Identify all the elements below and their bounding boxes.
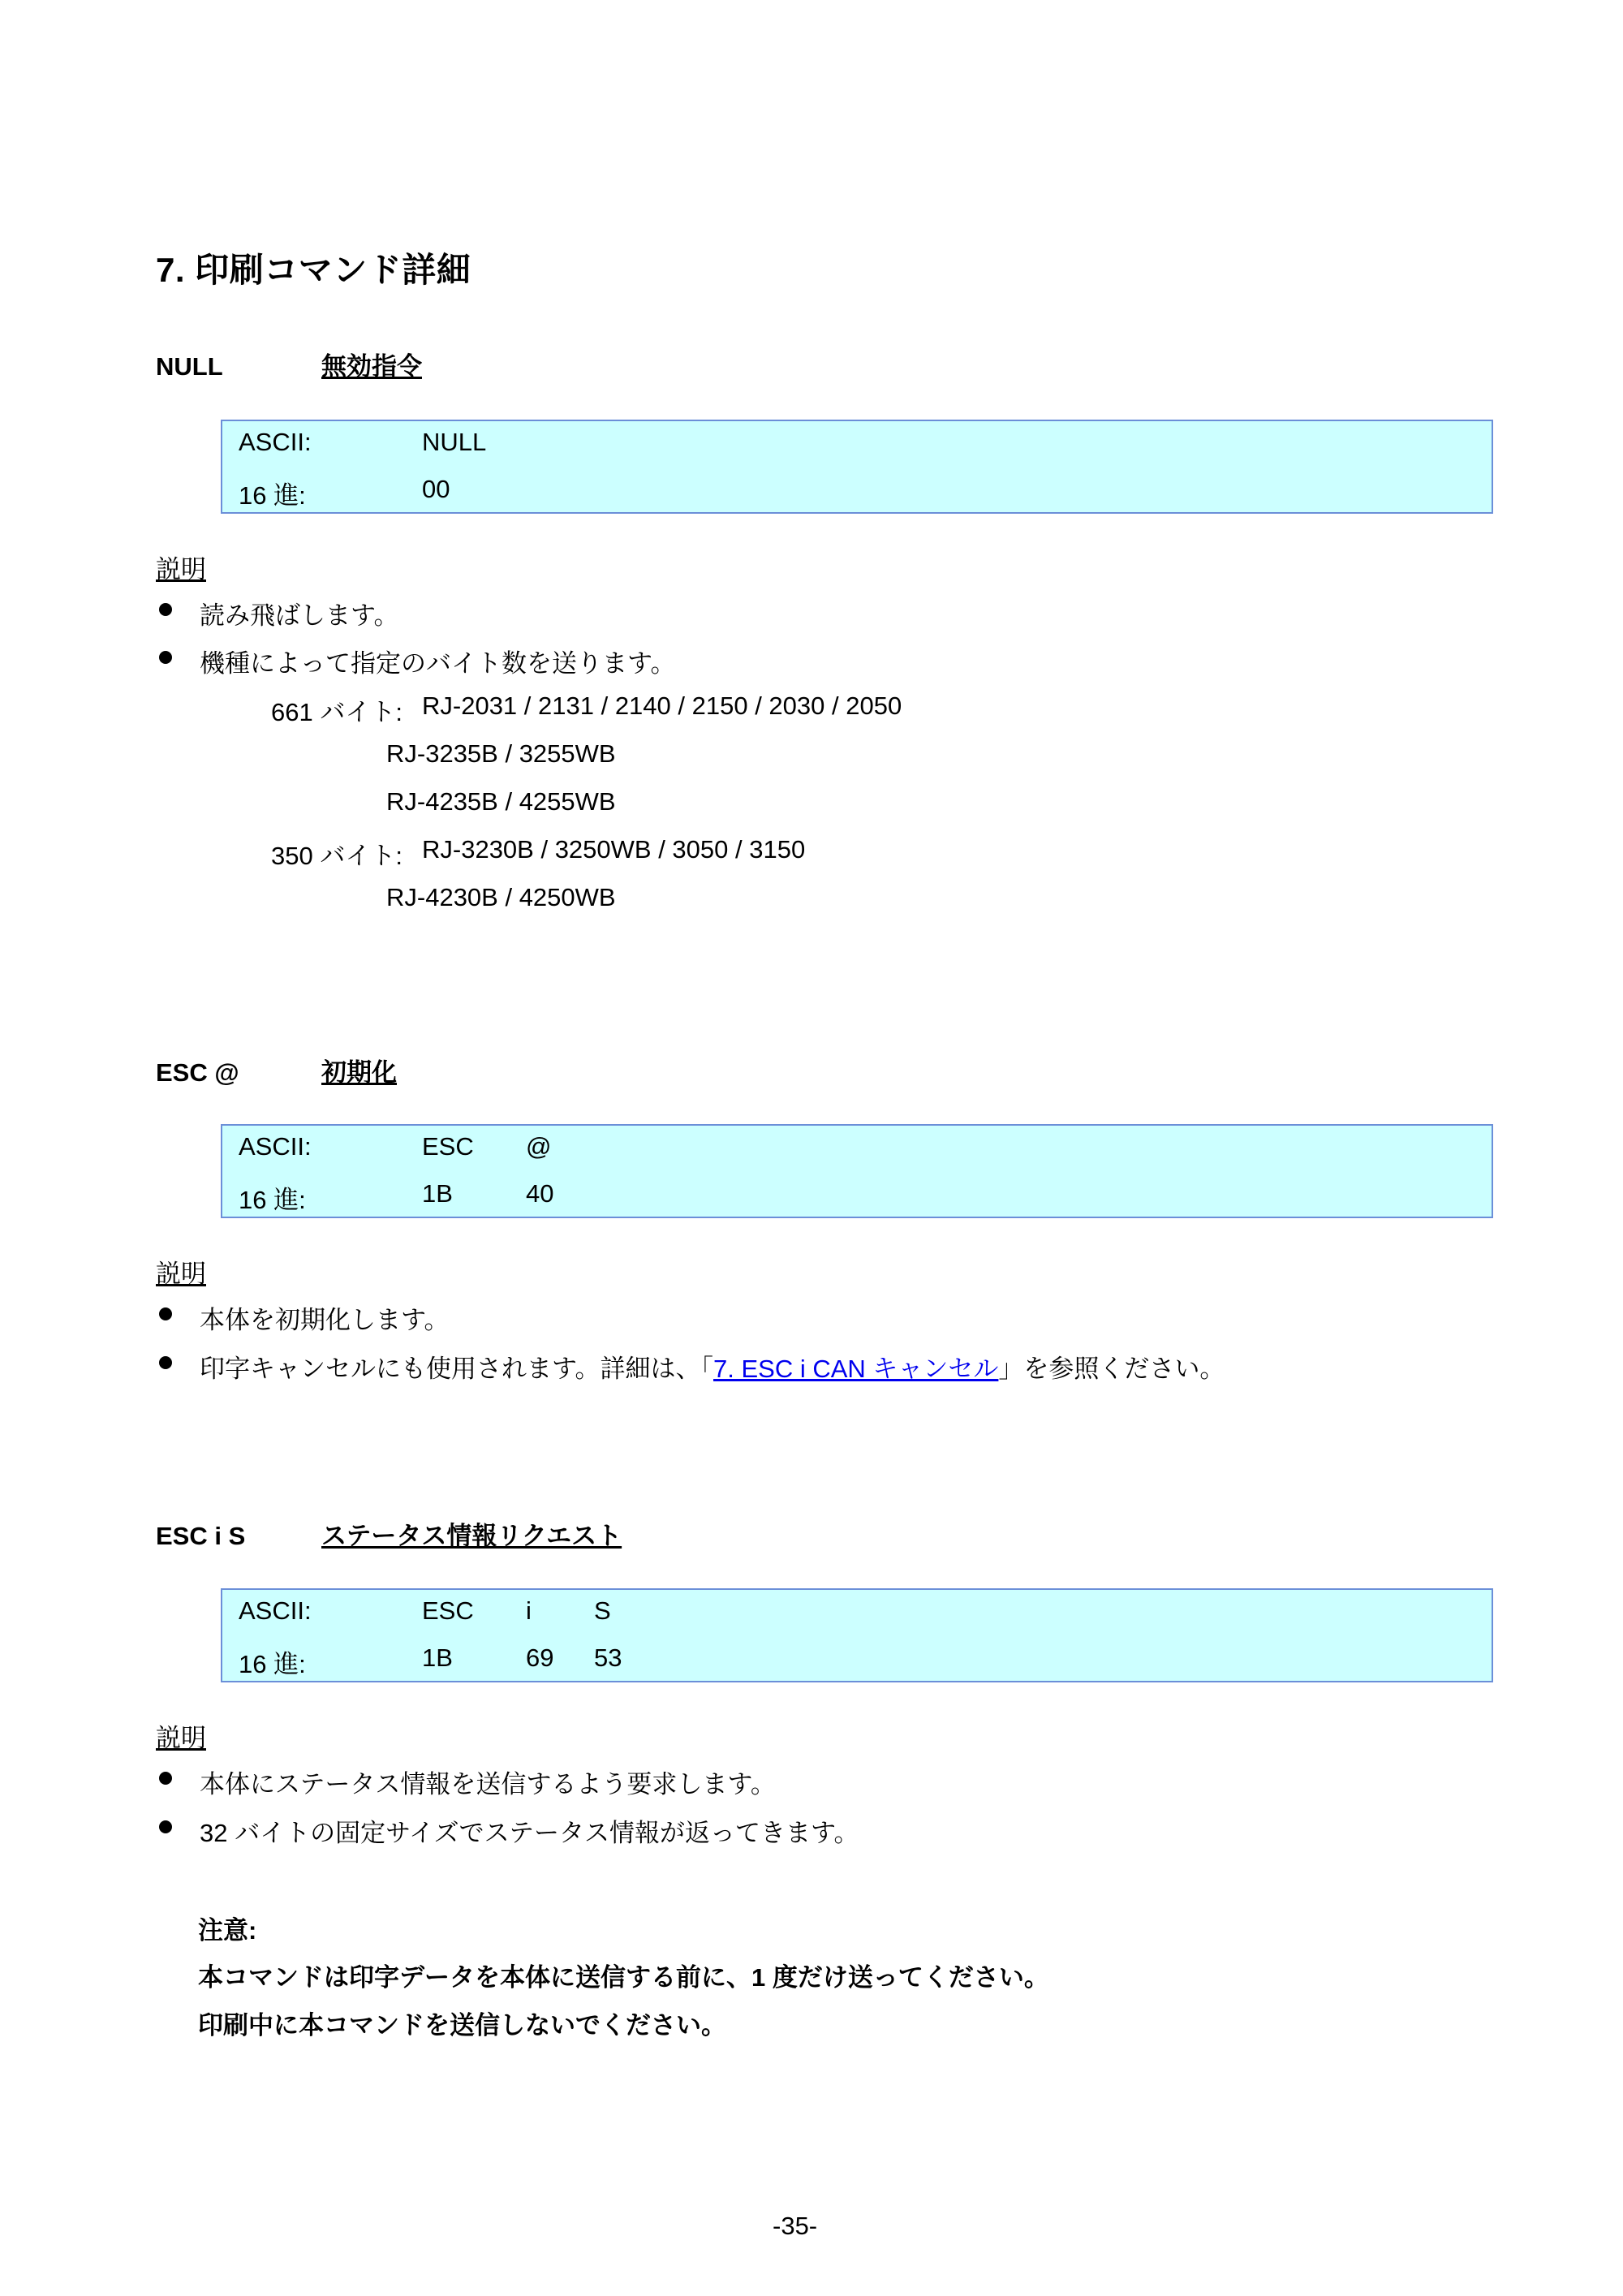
hex-value: 40 [526, 1179, 554, 1208]
model-list: RJ-2031 / 2131 / 2140 / 2150 / 2030 / 2050 [422, 691, 902, 720]
ascii-value: @ [526, 1132, 552, 1161]
bullet-icon [159, 603, 172, 616]
ascii-value: ESC [422, 1132, 474, 1161]
model-list: RJ-4235B / 4255WB [386, 787, 616, 816]
page-title: 7. 印刷コマンド詳細 [156, 251, 471, 289]
command-heading-null [156, 346, 422, 382]
command-table-esc-at [221, 1124, 1493, 1218]
model-bytes: 661 バイト: [271, 698, 403, 726]
bullet-icon [159, 1307, 172, 1320]
ascii-label: ASCII: [239, 1596, 312, 1625]
bullet-icon [159, 651, 172, 664]
hex-value: 1B [422, 1179, 453, 1208]
ascii-label: ASCII: [239, 1132, 312, 1161]
command-code: ESC @ [156, 1058, 239, 1087]
hex-value: 69 [526, 1643, 554, 1672]
hex-label: 16 進: [239, 1650, 306, 1678]
ascii-label: ASCII: [239, 428, 312, 456]
hex-value: 00 [422, 475, 450, 503]
ascii-value: S [594, 1596, 611, 1625]
description-label: 説明 [156, 555, 206, 584]
command-name: 無効指令 [321, 352, 422, 381]
command-code: ESC i S [156, 1522, 246, 1550]
hex-label: 16 進: [239, 481, 306, 510]
ascii-value: ESC [422, 1596, 474, 1625]
note-title: 注意: [198, 1916, 257, 1945]
hex-label: 16 進: [239, 1186, 306, 1214]
command-name: 初期化 [321, 1058, 397, 1087]
command-table-esc-i-s [221, 1588, 1493, 1682]
link-esc-i-can-cancel[interactable]: 7. ESC i CAN キャンセル [713, 1355, 999, 1383]
command-heading-esc-at [156, 1052, 397, 1088]
bullet-icon [159, 1772, 172, 1785]
model-list: RJ-3235B / 3255WB [386, 739, 616, 768]
bullet-icon [159, 1356, 172, 1369]
model-list: RJ-3230B / 3250WB / 3050 / 3150 [422, 835, 806, 864]
page-number: -35- [773, 2212, 818, 2240]
command-name: ステータス情報リクエスト [321, 1522, 622, 1550]
bullet-icon [159, 1820, 172, 1833]
hex-value: 53 [594, 1643, 622, 1672]
description-label: 説明 [156, 1260, 206, 1288]
ascii-value: NULL [422, 428, 487, 456]
model-list: RJ-4230B / 4250WB [386, 883, 616, 911]
command-code: NULL [156, 352, 223, 381]
command-heading-esc-i-s [156, 1515, 622, 1552]
note-line: 本コマンドは印字データを本体に送信する前に、1 度だけ送ってください。 [198, 1963, 1049, 1992]
ascii-value: i [526, 1596, 532, 1625]
note-line: 印刷中に本コマンドを送信しないでください。 [198, 2011, 726, 2040]
model-bytes: 350 バイト: [271, 842, 403, 870]
hex-value: 1B [422, 1643, 453, 1672]
command-table-null [221, 420, 1493, 514]
description-label: 説明 [156, 1724, 206, 1752]
